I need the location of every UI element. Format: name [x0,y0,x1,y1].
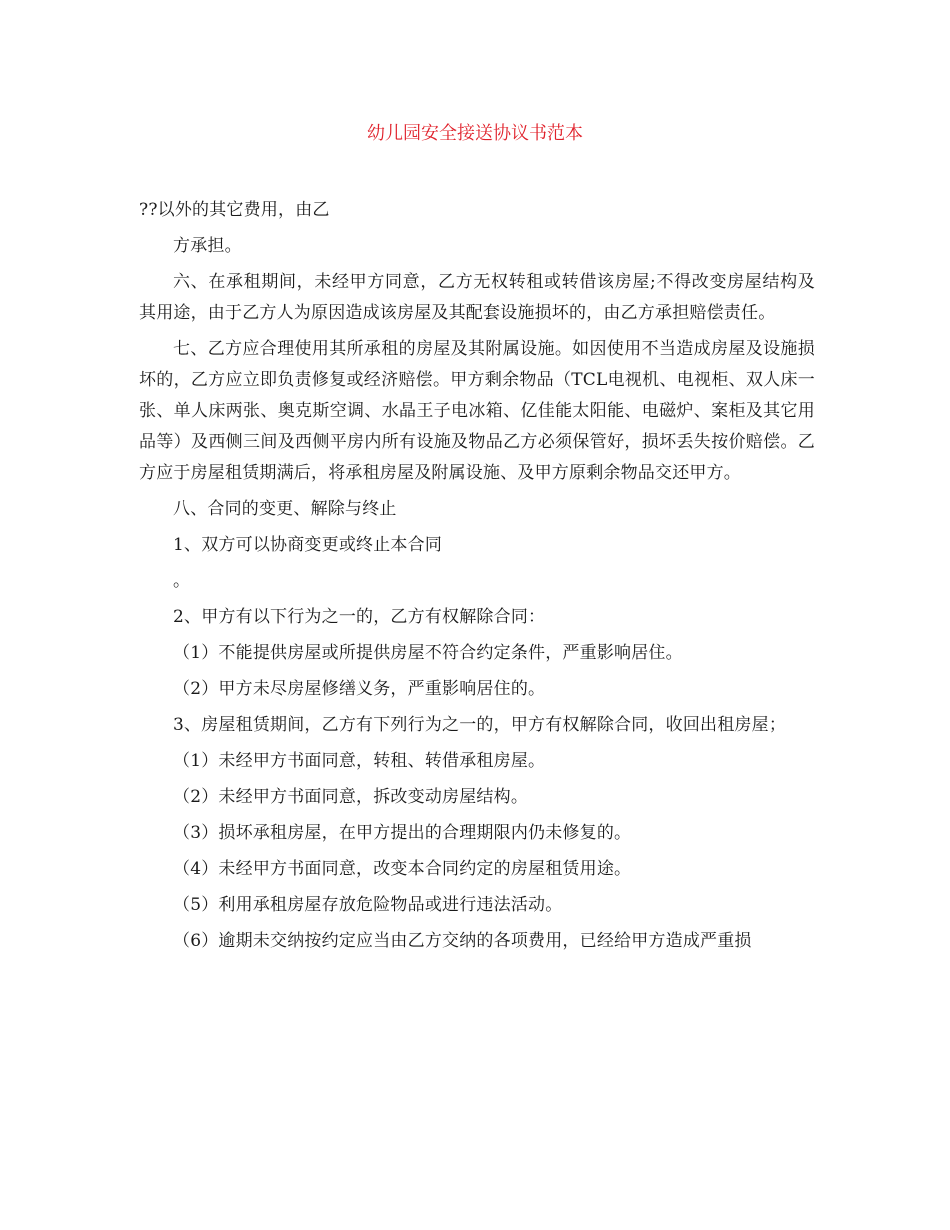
sub-clause-item: （1）未经甲方书面同意，转租、转借承租房屋。 [173,751,546,771]
sub-clause-item: （4）未经甲方书面同意，改变本合同约定的房屋租赁用途。 [173,859,632,879]
sub-clause-item: （2）甲方未尽房屋修缮义务，严重影响居住的。 [173,679,546,699]
paragraph: 。 [173,571,191,591]
sub-clause-item: （1）不能提供房屋或所提供房屋不符合约定条件，严重影响居住。 [173,643,683,663]
clause-item: 3、房屋租赁期间，乙方有下列行为之一的，甲方有权解除合同，收回出租房屋； [173,715,787,735]
clause-item: 2、甲方有以下行为之一的，乙方有权解除合同： [173,607,546,627]
sub-clause-item: （5）利用承租房屋存放危险物品或进行违法活动。 [173,895,563,915]
clause-item: 1、双方可以协商变更或终止本合同 [173,535,443,555]
sub-clause-item: （3）损坏承租房屋，在甲方提出的合理期限内仍未修复的。 [173,823,632,843]
paragraph: ??以外的其它费用，由乙 [139,200,330,220]
document-body [139,195,815,962]
paragraph: 六、在承租期间，未经甲方同意，乙方无权转租或转借该房屋;不得改变房屋结构及其用途，由于乙方人为原因造成该房屋及其配套设施损坏的，由乙方承担赔偿责任。 [139,272,815,323]
sub-clause-item: （6）逾期未交纳按约定应当由乙方交纳的各项费用，已经给甲方造成严重损 [173,931,752,951]
document-title: 幼儿园安全接送协议书范本 [367,123,583,144]
section-heading: 八、合同的变更、解除与终止 [173,499,397,519]
paragraph: 方承担。 [173,236,242,256]
paragraph: 七、乙方应合理使用其所承租的房屋及其附属设施。如因使用不当造成房屋及设施损坏的，乙方应立即负责修复或经济赔偿。甲方剩余物品（TCL电视机、电视柜、双人床一张、单人床两张、奥克斯空调、水晶王子电冰箱、亿佳能太阳能、电磁炉、案柜及其它用品等）及西侧三间及西侧平房内所有设施及物品乙方必须保管好，损坏丢失按价赔偿。乙方应于房屋租赁期满后，将承租房屋及附属设施、及甲方原剩余物品交还甲方。 [139,339,815,483]
sub-clause-item: （2）未经甲方书面同意，拆改变动房屋结构。 [173,787,529,807]
